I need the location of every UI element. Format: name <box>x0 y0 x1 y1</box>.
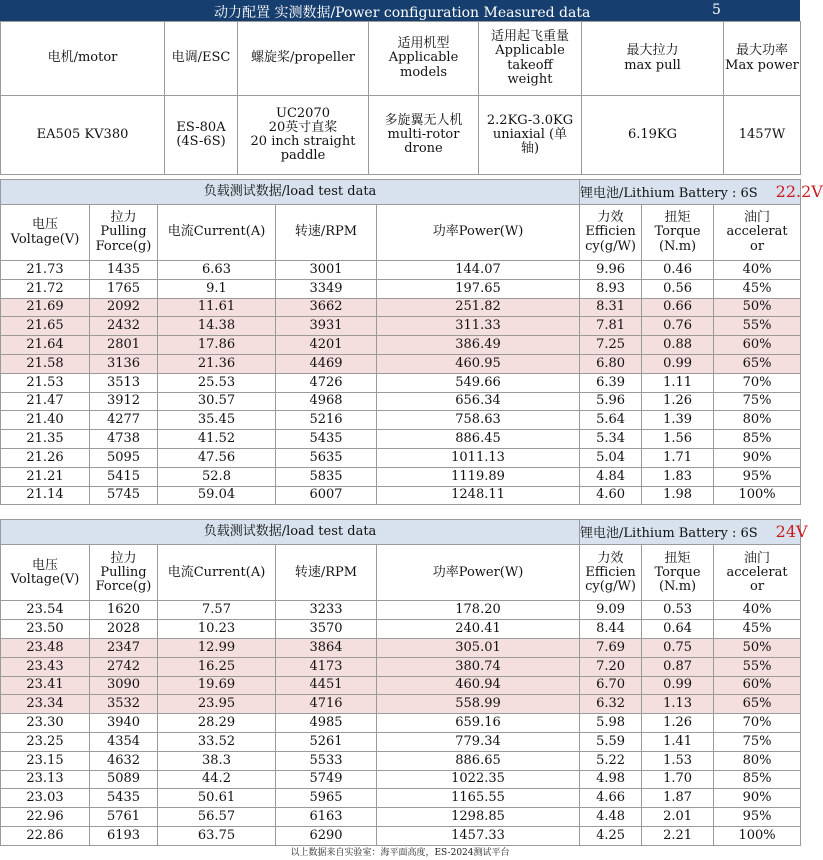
table-cell: 4.84 <box>580 467 642 486</box>
table-cell: 5415 <box>90 467 158 486</box>
column-header-row <box>1 545 801 601</box>
table-cell: 2347 <box>90 638 158 657</box>
table-cell: 50% <box>714 298 801 317</box>
table-cell: 21.36 <box>158 354 276 373</box>
table-cell: 6.63 <box>158 261 276 280</box>
table-cell: 5835 <box>276 467 377 486</box>
table-cell: 6290 <box>276 826 377 845</box>
table-cell: 6.32 <box>580 695 642 714</box>
table-cell: 1.83 <box>642 467 714 486</box>
column-header: 电流Current(A) <box>158 205 276 261</box>
table-cell: 4469 <box>276 354 377 373</box>
table-cell: 40% <box>714 601 801 620</box>
spec-header-cell: 螺旋桨/propeller <box>238 22 369 96</box>
table-cell: 4632 <box>90 751 158 770</box>
table-cell: 23.54 <box>1 601 90 620</box>
table-cell: 1.71 <box>642 448 714 467</box>
spec-value-cell: ES-80A (4S-6S) <box>165 96 238 175</box>
table-cell: 386.49 <box>377 336 580 355</box>
table-cell: 5089 <box>90 770 158 789</box>
table-cell: 23.25 <box>1 732 90 751</box>
table-cell: 1022.35 <box>377 770 580 789</box>
table-cell: 21.73 <box>1 261 90 280</box>
table-cell: 21.65 <box>1 317 90 336</box>
column-header: 油门 accelerat or <box>714 545 801 601</box>
table-cell: 6193 <box>90 826 158 845</box>
page-number: 5 <box>712 2 721 18</box>
table-row <box>1 373 801 392</box>
table-cell: 22.86 <box>1 826 90 845</box>
spec-value-cell: 6.19KG <box>582 96 724 175</box>
table-cell: 1.70 <box>642 770 714 789</box>
column-header: 扭矩 Torque (N.m) <box>642 205 714 261</box>
table-cell: 9.96 <box>580 261 642 280</box>
table-cell: 60% <box>714 676 801 695</box>
table-cell: 4726 <box>276 373 377 392</box>
table-cell: 1.39 <box>642 411 714 430</box>
table-cell: 311.33 <box>377 317 580 336</box>
spec-header-row <box>1 22 801 96</box>
table-cell: 1.41 <box>642 732 714 751</box>
table-cell: 886.65 <box>377 751 580 770</box>
table-cell: 38.3 <box>158 751 276 770</box>
table-cell: 5095 <box>90 448 158 467</box>
table-cell: 21.53 <box>1 373 90 392</box>
spec-header-cell: 适用起飞重量 Applicable takeoff weight <box>479 22 582 96</box>
table-cell: 63.75 <box>158 826 276 845</box>
table-cell: 3662 <box>276 298 377 317</box>
table-cell: 65% <box>714 695 801 714</box>
table-cell: 21.21 <box>1 467 90 486</box>
section-label: 负载测试数据/load test data <box>1 180 580 205</box>
table-cell: 14.38 <box>158 317 276 336</box>
battery-info <box>580 180 823 205</box>
table-cell: 41.52 <box>158 430 276 449</box>
column-header: 电压 Voltage(V) <box>1 545 90 601</box>
table-cell: 55% <box>714 317 801 336</box>
spec-value-row <box>1 96 801 175</box>
table-cell: 45% <box>714 279 801 298</box>
table-cell: 5965 <box>276 789 377 808</box>
table-cell: 7.69 <box>580 638 642 657</box>
table-cell: 9.1 <box>158 279 276 298</box>
table-cell: 2.21 <box>642 826 714 845</box>
table-row <box>1 336 801 355</box>
table-cell: 558.99 <box>377 695 580 714</box>
table-cell: 1765 <box>90 279 158 298</box>
table-cell: 1.26 <box>642 714 714 733</box>
table-cell: 23.15 <box>1 751 90 770</box>
table-row <box>1 657 801 676</box>
table-cell: 6163 <box>276 808 377 827</box>
table-row <box>1 620 801 639</box>
table-cell: 23.43 <box>1 657 90 676</box>
table-cell: 7.57 <box>158 601 276 620</box>
table-cell: 4.98 <box>580 770 642 789</box>
column-header: 拉力 Pulling Force(g) <box>90 545 158 601</box>
table-cell: 85% <box>714 770 801 789</box>
table-cell: 35.45 <box>158 411 276 430</box>
spec-header-cell: 最大功率 Max power <box>724 22 801 96</box>
spec-value-cell: EA505 KV380 <box>1 96 165 175</box>
table-cell: 4277 <box>90 411 158 430</box>
table-row <box>1 392 801 411</box>
table-cell: 460.94 <box>377 676 580 695</box>
table-cell: 21.35 <box>1 430 90 449</box>
table-cell: 5745 <box>90 486 158 505</box>
table-cell: 95% <box>714 467 801 486</box>
table-row <box>1 695 801 714</box>
table-cell: 1165.55 <box>377 789 580 808</box>
table-cell: 5.34 <box>580 430 642 449</box>
table-row <box>1 751 801 770</box>
table-cell: 5.98 <box>580 714 642 733</box>
table-cell: 2028 <box>90 620 158 639</box>
table-row <box>1 486 801 505</box>
table-cell: 2742 <box>90 657 158 676</box>
table-row <box>1 448 801 467</box>
table-cell: 90% <box>714 789 801 808</box>
table-cell: 4968 <box>276 392 377 411</box>
table-cell: 380.74 <box>377 657 580 676</box>
table-cell: 3931 <box>276 317 377 336</box>
table-cell: 5533 <box>276 751 377 770</box>
table-cell: 21.47 <box>1 392 90 411</box>
table-cell: 1.26 <box>642 392 714 411</box>
table-cell: 5635 <box>276 448 377 467</box>
table-row <box>1 789 801 808</box>
column-header: 电压 Voltage(V) <box>1 205 90 261</box>
table-cell: 3532 <box>90 695 158 714</box>
table-cell: 90% <box>714 448 801 467</box>
table-cell: 6007 <box>276 486 377 505</box>
table-cell: 11.61 <box>158 298 276 317</box>
table-cell: 21.64 <box>1 336 90 355</box>
table-cell: 8.31 <box>580 298 642 317</box>
table-cell: 50% <box>714 638 801 657</box>
table-cell: 23.34 <box>1 695 90 714</box>
table-cell: 7.25 <box>580 336 642 355</box>
table-cell: 3940 <box>90 714 158 733</box>
table-cell: 80% <box>714 411 801 430</box>
table-row <box>1 298 801 317</box>
spec-header-cell: 电机/motor <box>1 22 165 96</box>
table-cell: 23.03 <box>1 789 90 808</box>
column-header: 功率Power(W) <box>377 545 580 601</box>
table-cell: 758.63 <box>377 411 580 430</box>
table-cell: 10.23 <box>158 620 276 639</box>
table-cell: 5761 <box>90 808 158 827</box>
table-cell: 30.57 <box>158 392 276 411</box>
table-cell: 5.96 <box>580 392 642 411</box>
table-cell: 1.53 <box>642 751 714 770</box>
table-cell: 70% <box>714 714 801 733</box>
table-cell: 5749 <box>276 770 377 789</box>
table-cell: 52.8 <box>158 467 276 486</box>
table-cell: 0.64 <box>642 620 714 639</box>
table-cell: 59.04 <box>158 486 276 505</box>
spec-header-cell: 适用机型 Applicable models <box>369 22 479 96</box>
table-cell: 56.57 <box>158 808 276 827</box>
table-cell: 70% <box>714 373 801 392</box>
table-cell: 197.65 <box>377 279 580 298</box>
column-header: 转速/RPM <box>276 545 377 601</box>
table-cell: 3349 <box>276 279 377 298</box>
table-cell: 23.48 <box>1 638 90 657</box>
load-test-table <box>0 519 808 845</box>
table-cell: 21.72 <box>1 279 90 298</box>
table-cell: 6.39 <box>580 373 642 392</box>
spec-value-cell: 多旋翼无人机 multi-rotor drone <box>369 96 479 175</box>
table-row <box>1 279 801 298</box>
spec-value-cell: 1457W <box>724 96 801 175</box>
table-cell: 1119.89 <box>377 467 580 486</box>
table-cell: 1457.33 <box>377 826 580 845</box>
column-header-row <box>1 205 801 261</box>
table-row <box>1 411 801 430</box>
table-cell: 3912 <box>90 392 158 411</box>
section-label: 负载测试数据/load test data <box>1 520 580 545</box>
table-cell: 8.93 <box>580 279 642 298</box>
spec-value-cell: UC2070 20英寸直桨 20 inch straight paddle <box>238 96 369 175</box>
table-row <box>1 430 801 449</box>
column-header: 电流Current(A) <box>158 545 276 601</box>
table-cell: 178.20 <box>377 601 580 620</box>
table-cell: 75% <box>714 392 801 411</box>
table-cell: 1298.85 <box>377 808 580 827</box>
table-cell: 4451 <box>276 676 377 695</box>
table-cell: 5261 <box>276 732 377 751</box>
table-cell: 0.99 <box>642 676 714 695</box>
table-cell: 5435 <box>276 430 377 449</box>
table-cell: 23.95 <box>158 695 276 714</box>
table-cell: 21.69 <box>1 298 90 317</box>
table-cell: 4738 <box>90 430 158 449</box>
table-row <box>1 732 801 751</box>
table-cell: 12.99 <box>158 638 276 657</box>
table-cell: 47.56 <box>158 448 276 467</box>
table-cell: 4.60 <box>580 486 642 505</box>
table-cell: 7.20 <box>580 657 642 676</box>
table-cell: 460.95 <box>377 354 580 373</box>
table-cell: 0.88 <box>642 336 714 355</box>
table-cell: 21.26 <box>1 448 90 467</box>
test-sections <box>0 179 823 846</box>
table-cell: 4.25 <box>580 826 642 845</box>
table-cell: 3864 <box>276 638 377 657</box>
table-row <box>1 467 801 486</box>
column-header: 拉力 Pulling Force(g) <box>90 205 158 261</box>
table-cell: 4716 <box>276 695 377 714</box>
table-cell: 1.13 <box>642 695 714 714</box>
table-cell: 5.04 <box>580 448 642 467</box>
table-cell: 6.80 <box>580 354 642 373</box>
table-row <box>1 638 801 657</box>
column-header: 转速/RPM <box>276 205 377 261</box>
title-bar <box>0 0 800 21</box>
table-cell: 5435 <box>90 789 158 808</box>
table-cell: 1.98 <box>642 486 714 505</box>
table-cell: 4.48 <box>580 808 642 827</box>
table-cell: 23.50 <box>1 620 90 639</box>
table-cell: 2092 <box>90 298 158 317</box>
table-cell: 3570 <box>276 620 377 639</box>
column-header: 油门 accelerat or <box>714 205 801 261</box>
table-cell: 659.16 <box>377 714 580 733</box>
table-cell: 3001 <box>276 261 377 280</box>
battery-label: 锂电池/Lithium Battery : 6S <box>580 526 758 542</box>
table-row <box>1 808 801 827</box>
spec-table <box>0 21 801 175</box>
table-cell: 251.82 <box>377 298 580 317</box>
table-cell: 0.76 <box>642 317 714 336</box>
table-cell: 0.66 <box>642 298 714 317</box>
table-cell: 1011.13 <box>377 448 580 467</box>
table-cell: 5.59 <box>580 732 642 751</box>
load-test-table <box>0 179 823 505</box>
table-cell: 65% <box>714 354 801 373</box>
table-row <box>1 354 801 373</box>
table-cell: 5.22 <box>580 751 642 770</box>
spec-header-cell: 电调/ESC <box>165 22 238 96</box>
table-cell: 1620 <box>90 601 158 620</box>
table-cell: 240.41 <box>377 620 580 639</box>
table-cell: 80% <box>714 751 801 770</box>
table-cell: 0.56 <box>642 279 714 298</box>
table-cell: 75% <box>714 732 801 751</box>
table-cell: 45% <box>714 620 801 639</box>
table-cell: 55% <box>714 657 801 676</box>
table-row <box>1 261 801 280</box>
table-cell: 21.14 <box>1 486 90 505</box>
table-cell: 21.58 <box>1 354 90 373</box>
table-cell: 21.40 <box>1 411 90 430</box>
table-cell: 3513 <box>90 373 158 392</box>
table-cell: 5216 <box>276 411 377 430</box>
table-row <box>1 770 801 789</box>
table-cell: 1.56 <box>642 430 714 449</box>
table-cell: 33.52 <box>158 732 276 751</box>
table-cell: 2432 <box>90 317 158 336</box>
table-cell: 8.44 <box>580 620 642 639</box>
table-cell: 656.34 <box>377 392 580 411</box>
section-header <box>1 520 801 545</box>
table-cell: 60% <box>714 336 801 355</box>
table-cell: 4201 <box>276 336 377 355</box>
table-cell: 28.29 <box>158 714 276 733</box>
table-cell: 4354 <box>90 732 158 751</box>
table-cell: 1.11 <box>642 373 714 392</box>
table-cell: 95% <box>714 808 801 827</box>
table-cell: 4.66 <box>580 789 642 808</box>
table-cell: 2.01 <box>642 808 714 827</box>
table-row <box>1 317 801 336</box>
table-cell: 305.01 <box>377 638 580 657</box>
table-cell: 16.25 <box>158 657 276 676</box>
table-cell: 3233 <box>276 601 377 620</box>
table-cell: 3090 <box>90 676 158 695</box>
table-cell: 1248.11 <box>377 486 580 505</box>
table-cell: 0.75 <box>642 638 714 657</box>
table-row <box>1 676 801 695</box>
column-header: 功率Power(W) <box>377 205 580 261</box>
table-cell: 0.87 <box>642 657 714 676</box>
table-cell: 44.2 <box>158 770 276 789</box>
table-cell: 1435 <box>90 261 158 280</box>
table-cell: 1.87 <box>642 789 714 808</box>
table-cell: 3136 <box>90 354 158 373</box>
table-cell: 549.66 <box>377 373 580 392</box>
table-cell: 40% <box>714 261 801 280</box>
section-header <box>1 180 801 205</box>
table-cell: 779.34 <box>377 732 580 751</box>
table-cell: 50.61 <box>158 789 276 808</box>
table-cell: 23.13 <box>1 770 90 789</box>
table-cell: 22.96 <box>1 808 90 827</box>
column-header: 力效 Efficien cy(g/W) <box>580 545 642 601</box>
table-cell: 85% <box>714 430 801 449</box>
table-cell: 17.86 <box>158 336 276 355</box>
table-row <box>1 714 801 733</box>
table-cell: 4985 <box>276 714 377 733</box>
table-row <box>1 601 801 620</box>
table-row <box>1 826 801 845</box>
table-cell: 4173 <box>276 657 377 676</box>
battery-voltage: 24V <box>775 522 808 542</box>
table-cell: 886.45 <box>377 430 580 449</box>
table-cell: 25.53 <box>158 373 276 392</box>
spec-value-cell: 2.2KG-3.0KG uniaxial (单 轴) <box>479 96 582 175</box>
table-cell: 100% <box>714 826 801 845</box>
table-cell: 6.70 <box>580 676 642 695</box>
table-cell: 144.07 <box>377 261 580 280</box>
table-cell: 0.53 <box>642 601 714 620</box>
battery-label: 锂电池/Lithium Battery : 6S <box>580 185 758 201</box>
table-cell: 23.41 <box>1 676 90 695</box>
table-cell: 5.64 <box>580 411 642 430</box>
table-cell: 9.09 <box>580 601 642 620</box>
table-cell: 0.46 <box>642 261 714 280</box>
battery-info <box>580 520 808 545</box>
table-cell: 2801 <box>90 336 158 355</box>
column-header: 扭矩 Torque (N.m) <box>642 545 714 601</box>
table-cell: 7.81 <box>580 317 642 336</box>
table-cell: 0.99 <box>642 354 714 373</box>
table-cell: 23.30 <box>1 714 90 733</box>
table-cell: 100% <box>714 486 801 505</box>
battery-voltage: 22.2V <box>775 181 823 201</box>
table-cell: 19.69 <box>158 676 276 695</box>
column-header: 力效 Efficien cy(g/W) <box>580 205 642 261</box>
spec-header-cell: 最大拉力 max pull <box>582 22 724 96</box>
page-title: 动力配置 实测数据/Power configuration Measured data <box>214 5 591 21</box>
footer-note: 以上数据来自实验室：海平面高度，ES-2024测试平台 <box>290 847 510 858</box>
